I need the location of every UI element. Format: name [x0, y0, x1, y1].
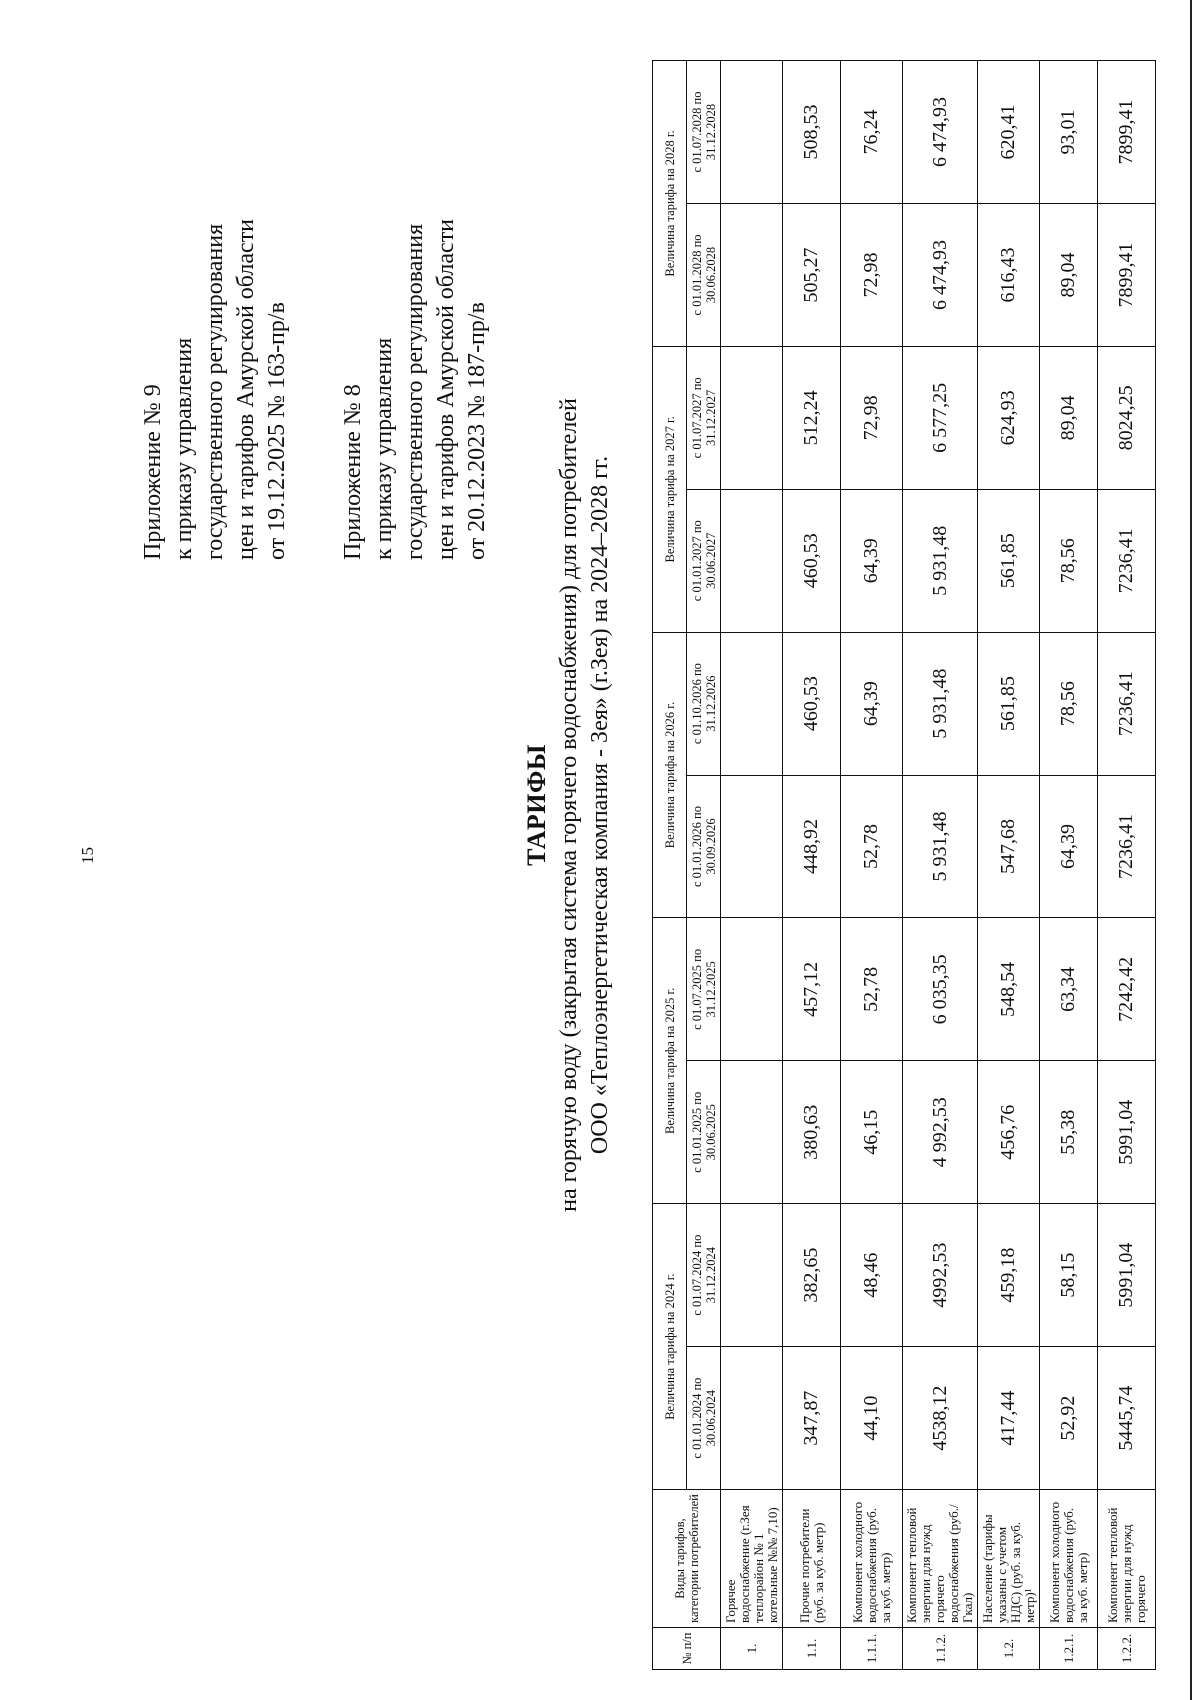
- tariff-value: 6 577,25: [903, 346, 978, 489]
- header-period: с 01.01.2026 по 30.09.2026: [687, 775, 721, 918]
- document-subtitle-line2: ООО «Теплоэнергетическая компания - Зея» (г.Зея) на 2024–2028 гг.: [587, 455, 613, 1155]
- tariff-value: 460,53: [783, 489, 841, 632]
- appendix-line: государственного регулирования: [402, 223, 428, 560]
- table-row: [721, 61, 783, 1670]
- header-period: с 01.10.2026 по 31.12.2026: [687, 632, 721, 775]
- row-category: Компонент тепловой энергии для нужд горячего: [1098, 1490, 1156, 1628]
- header-year-2028: Величина тарифа на 2028 г.: [653, 61, 687, 347]
- tariff-value: 93,01: [1040, 61, 1098, 204]
- document-title-block: [520, 90, 616, 1520]
- tariff-value: 44,10: [841, 1347, 903, 1490]
- tariff-value: 78,56: [1040, 489, 1098, 632]
- tariff-value: [721, 346, 783, 489]
- tariff-value: 5 931,48: [903, 775, 978, 918]
- row-number: 1.2.1.: [1040, 1628, 1098, 1670]
- tariff-value: 548,54: [978, 918, 1040, 1061]
- header-period: с 01.01.2027 по 30.06.2027: [687, 489, 721, 632]
- header-category: Виды тарифов, категории потребителей: [653, 1490, 721, 1628]
- tariff-value: 6 474,93: [903, 203, 978, 346]
- tariff-value: 561,85: [978, 489, 1040, 632]
- tariff-value: 620,41: [978, 61, 1040, 204]
- tariff-value: [721, 1061, 783, 1204]
- tariff-value: [721, 1204, 783, 1347]
- appendix-current: [138, 219, 293, 560]
- tariff-value: 72,98: [841, 346, 903, 489]
- header-year-2025: Величина тарифа на 2025 г.: [653, 918, 687, 1204]
- tariff-value: 459,18: [978, 1204, 1040, 1347]
- header-period: с 01.07.2027 по 31.12.2027: [687, 346, 721, 489]
- tariff-value: 616,43: [978, 203, 1040, 346]
- header-period: с 01.01.2025 по 30.06.2025: [687, 1061, 721, 1204]
- appendix-previous: [338, 219, 493, 560]
- tariff-value: [721, 61, 783, 204]
- tariff-value: 7899,41: [1098, 61, 1156, 204]
- table-row: [841, 61, 903, 1670]
- tariff-value: 76,24: [841, 61, 903, 204]
- header-period: с 01.07.2028 по 31.12.2028: [687, 61, 721, 204]
- tariff-value: 457,12: [783, 918, 841, 1061]
- header-period: с 01.07.2024 по 31.12.2024: [687, 1204, 721, 1347]
- tariff-value: 347,87: [783, 1347, 841, 1490]
- tariff-value: 456,76: [978, 1061, 1040, 1204]
- row-number: 1.2.: [978, 1628, 1040, 1670]
- tariff-value: 64,39: [841, 489, 903, 632]
- row-number: 1.1.2.: [903, 1628, 978, 1670]
- tariff-value: 89,04: [1040, 203, 1098, 346]
- tariff-value: 8024,25: [1098, 346, 1156, 489]
- tariff-value: 7236,41: [1098, 489, 1156, 632]
- tariff-table: [652, 60, 1156, 1670]
- tariff-value: 46,15: [841, 1061, 903, 1204]
- row-category: Компонент тепловой энергии для нужд горячего водоснабжения (руб./Гкал): [903, 1490, 978, 1628]
- tariff-value: 448,92: [783, 775, 841, 918]
- appendix-line: цен и тарифов Амурской области: [433, 218, 459, 560]
- tariff-value: 624,93: [978, 346, 1040, 489]
- tariff-value: 512,24: [783, 346, 841, 489]
- header-period: с 01.01.2024 по 30.06.2024: [687, 1347, 721, 1490]
- tariff-value: 63,34: [1040, 918, 1098, 1061]
- tariff-value: 460,53: [783, 632, 841, 775]
- row-category: Прочие потребители (руб. за куб. метр): [783, 1490, 841, 1628]
- header-number: № п/п: [653, 1628, 721, 1670]
- tariff-value: 4992,53: [903, 1204, 978, 1347]
- tariff-value: 55,38: [1040, 1061, 1098, 1204]
- header-year-2024: Величина тарифа на 2024 г.: [653, 1204, 687, 1490]
- tariff-value: 64,39: [841, 632, 903, 775]
- row-category: Компонент холодного водоснабжения (руб. за куб. метр): [1040, 1490, 1098, 1628]
- header-year-2026: Величина тарифа на 2026 г.: [653, 632, 687, 918]
- tariff-value: 5 931,48: [903, 489, 978, 632]
- tariff-value: 6 474,93: [903, 61, 978, 204]
- row-number: 1.1.1.: [841, 1628, 903, 1670]
- table-row: [903, 61, 978, 1670]
- header-period: с 01.07.2025 по 31.12.2025: [687, 918, 721, 1061]
- tariff-value: 547,68: [978, 775, 1040, 918]
- tariff-value: 382,65: [783, 1204, 841, 1347]
- tariff-value: 52,92: [1040, 1347, 1098, 1490]
- tariff-value: 78,56: [1040, 632, 1098, 775]
- tariff-value: 5 931,48: [903, 632, 978, 775]
- tariff-value: 72,98: [841, 203, 903, 346]
- page-number: 15: [78, 847, 97, 864]
- tariff-value: 5445,74: [1098, 1347, 1156, 1490]
- table-row: [1098, 61, 1156, 1670]
- appendix-line: цен и тарифов Амурской области: [233, 218, 259, 560]
- table-row: [1040, 61, 1098, 1670]
- tariff-value: 505,27: [783, 203, 841, 346]
- header-year-2027: Величина тарифа на 2027 г.: [653, 346, 687, 632]
- tariff-value: 7236,41: [1098, 632, 1156, 775]
- row-category: Население (тарифы указаны с учетом НДС) (руб. за куб. метр)¹: [978, 1490, 1040, 1628]
- row-category: Компонент холодного водоснабжения (руб. за куб. метр): [841, 1490, 903, 1628]
- tariff-value: 58,15: [1040, 1204, 1098, 1347]
- tariff-value: [721, 918, 783, 1061]
- row-number: 1.1.: [783, 1628, 841, 1670]
- tariff-value: [721, 489, 783, 632]
- appendix-line: Приложение № 9: [140, 384, 166, 560]
- row-number: 1.2.2.: [1098, 1628, 1156, 1670]
- document-subtitle-line1: на горячую воду (закрытая система горячего водоснабжения) для потребителей: [556, 398, 582, 1212]
- tariff-value: [721, 203, 783, 346]
- appendix-line: к приказу управления: [371, 337, 397, 560]
- header-period: с 01.01.2028 по 30.06.2028: [687, 203, 721, 346]
- appendix-line: от 20.12.2023 № 187-пр/в: [464, 302, 490, 560]
- tariff-value: 4538,12: [903, 1347, 978, 1490]
- tariff-value: 5991,04: [1098, 1061, 1156, 1204]
- appendix-line: от 19.12.2025 № 163-пр/в: [264, 302, 290, 560]
- tariff-value: 5991,04: [1098, 1204, 1156, 1347]
- tariff-value: [721, 775, 783, 918]
- tariff-value: [721, 632, 783, 775]
- appendix-line: Приложение № 8: [340, 384, 366, 560]
- tariff-value: 7899,41: [1098, 203, 1156, 346]
- tariff-value: 52,78: [841, 775, 903, 918]
- tariff-value: 89,04: [1040, 346, 1098, 489]
- tariff-value: 64,39: [1040, 775, 1098, 918]
- document-title: ТАРИФЫ: [522, 744, 551, 866]
- tariff-value: [721, 1347, 783, 1490]
- table-row: [978, 61, 1040, 1670]
- tariff-value: 6 035,35: [903, 918, 978, 1061]
- tariff-value: 561,85: [978, 632, 1040, 775]
- tariff-value: 508,53: [783, 61, 841, 204]
- tariff-value: 7242,42: [1098, 918, 1156, 1061]
- tariff-value: 417,44: [978, 1347, 1040, 1490]
- tariff-value: 52,78: [841, 918, 903, 1061]
- table-row: [783, 61, 841, 1670]
- tariff-value: 48,46: [841, 1204, 903, 1347]
- tariff-value: 7236,41: [1098, 775, 1156, 918]
- tariff-value: 380,63: [783, 1061, 841, 1204]
- row-category: Горячее водоснабжение (г.Зея теплорайон № 1 котельные №№ 7,10): [721, 1490, 783, 1628]
- row-number: 1.: [721, 1628, 783, 1670]
- appendix-line: к приказу управления: [171, 337, 197, 560]
- tariff-value: 4 992,53: [903, 1061, 978, 1204]
- appendix-line: государственного регулирования: [202, 223, 228, 560]
